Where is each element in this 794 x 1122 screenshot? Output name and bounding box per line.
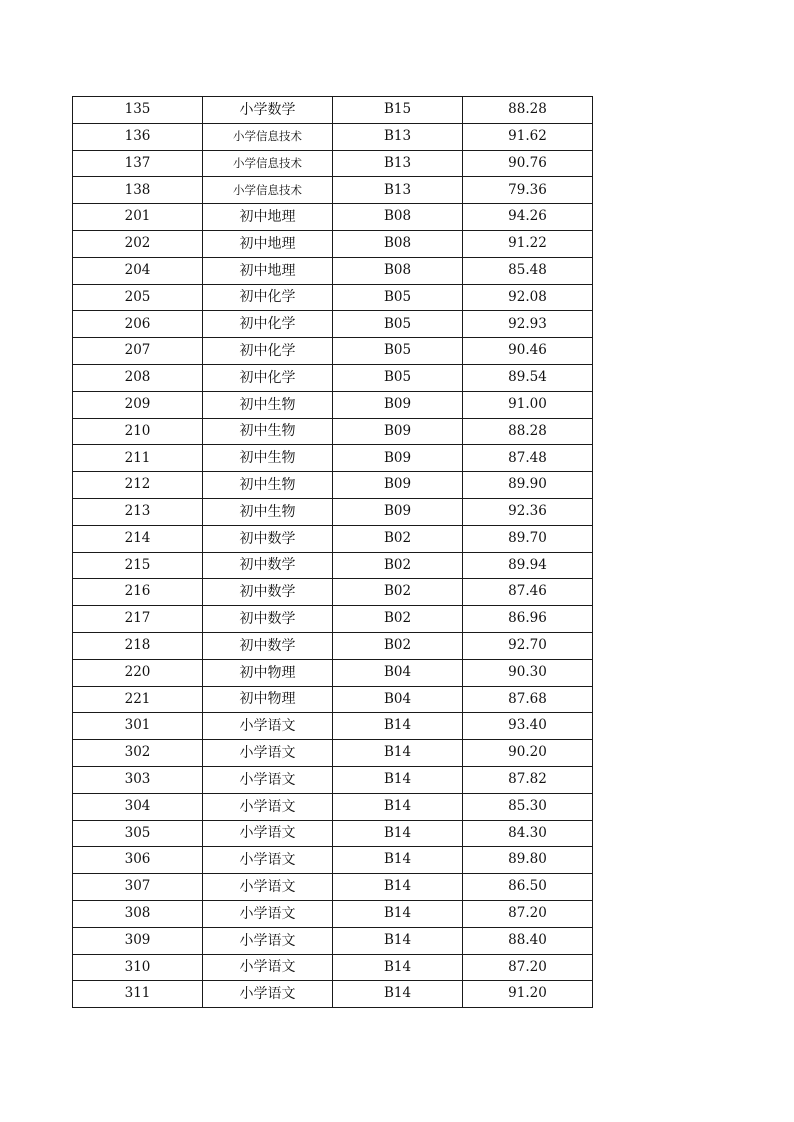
cell-score: 87.82	[463, 766, 593, 793]
cell-id: 309	[73, 927, 203, 954]
cell-id: 307	[73, 874, 203, 901]
cell-subject: 小学语文	[203, 713, 333, 740]
cell-subject: 小学语文	[203, 900, 333, 927]
table-row	[73, 284, 593, 311]
cell-score: 87.46	[463, 579, 593, 606]
cell-id: 215	[73, 552, 203, 579]
cell-code: B09	[333, 391, 463, 418]
table-row	[73, 150, 593, 177]
cell-code: B14	[333, 874, 463, 901]
table-row	[73, 900, 593, 927]
cell-id: 304	[73, 793, 203, 820]
cell-score: 85.30	[463, 793, 593, 820]
cell-score: 91.00	[463, 391, 593, 418]
cell-subject: 小学信息技术	[203, 177, 333, 204]
cell-score: 90.30	[463, 659, 593, 686]
cell-score: 91.62	[463, 123, 593, 150]
cell-subject: 初中数学	[203, 525, 333, 552]
cell-score: 90.20	[463, 740, 593, 767]
cell-code: B02	[333, 606, 463, 633]
cell-id: 208	[73, 364, 203, 391]
table-row	[73, 713, 593, 740]
cell-subject: 小学信息技术	[203, 123, 333, 150]
cell-subject: 初中化学	[203, 338, 333, 365]
score-table	[72, 96, 593, 1008]
cell-score: 89.80	[463, 847, 593, 874]
cell-score: 90.76	[463, 150, 593, 177]
cell-score: 87.20	[463, 900, 593, 927]
cell-score: 91.22	[463, 230, 593, 257]
cell-score: 92.08	[463, 284, 593, 311]
cell-subject: 初中数学	[203, 552, 333, 579]
table-row	[73, 606, 593, 633]
table-row	[73, 579, 593, 606]
cell-subject: 小学语文	[203, 793, 333, 820]
cell-subject: 小学语文	[203, 766, 333, 793]
cell-subject: 初中生物	[203, 472, 333, 499]
cell-score: 92.70	[463, 632, 593, 659]
table-row	[73, 686, 593, 713]
cell-id: 218	[73, 632, 203, 659]
cell-code: B14	[333, 900, 463, 927]
cell-code: B08	[333, 257, 463, 284]
cell-id: 220	[73, 659, 203, 686]
table-row	[73, 525, 593, 552]
cell-subject: 初中化学	[203, 311, 333, 338]
cell-score: 86.50	[463, 874, 593, 901]
cell-subject: 小学语文	[203, 874, 333, 901]
cell-score: 92.93	[463, 311, 593, 338]
cell-code: B04	[333, 686, 463, 713]
cell-id: 217	[73, 606, 203, 633]
cell-id: 136	[73, 123, 203, 150]
cell-score: 87.48	[463, 445, 593, 472]
cell-subject: 小学语文	[203, 820, 333, 847]
cell-code: B02	[333, 579, 463, 606]
cell-subject: 初中数学	[203, 632, 333, 659]
cell-code: B02	[333, 632, 463, 659]
cell-code: B14	[333, 954, 463, 981]
cell-subject: 小学信息技术	[203, 150, 333, 177]
table-row	[73, 847, 593, 874]
cell-code: B05	[333, 284, 463, 311]
cell-code: B14	[333, 766, 463, 793]
cell-code: B05	[333, 338, 463, 365]
cell-code: B08	[333, 230, 463, 257]
cell-code: B13	[333, 123, 463, 150]
table-row	[73, 230, 593, 257]
cell-score: 88.28	[463, 97, 593, 124]
cell-score: 85.48	[463, 257, 593, 284]
table-row	[73, 364, 593, 391]
cell-subject: 初中数学	[203, 579, 333, 606]
table-row	[73, 445, 593, 472]
cell-subject: 初中数学	[203, 606, 333, 633]
cell-score: 89.54	[463, 364, 593, 391]
cell-code: B13	[333, 177, 463, 204]
cell-code: B14	[333, 981, 463, 1008]
cell-code: B14	[333, 820, 463, 847]
cell-id: 210	[73, 418, 203, 445]
cell-id: 308	[73, 900, 203, 927]
table-row	[73, 123, 593, 150]
table-row	[73, 311, 593, 338]
table-body	[73, 97, 593, 1008]
cell-subject: 小学语文	[203, 847, 333, 874]
table-row	[73, 498, 593, 525]
cell-subject: 初中地理	[203, 257, 333, 284]
cell-subject: 初中物理	[203, 686, 333, 713]
cell-subject: 小学语文	[203, 927, 333, 954]
cell-subject: 小学语文	[203, 740, 333, 767]
cell-id: 202	[73, 230, 203, 257]
cell-id: 135	[73, 97, 203, 124]
cell-subject: 初中生物	[203, 391, 333, 418]
cell-score: 93.40	[463, 713, 593, 740]
cell-code: B09	[333, 445, 463, 472]
cell-subject: 初中生物	[203, 445, 333, 472]
cell-code: B09	[333, 472, 463, 499]
cell-subject: 初中化学	[203, 284, 333, 311]
table-row	[73, 927, 593, 954]
cell-id: 212	[73, 472, 203, 499]
cell-score: 79.36	[463, 177, 593, 204]
cell-score: 92.36	[463, 498, 593, 525]
cell-subject: 小学语文	[203, 981, 333, 1008]
cell-code: B02	[333, 525, 463, 552]
cell-score: 88.28	[463, 418, 593, 445]
table-row	[73, 766, 593, 793]
cell-code: B02	[333, 552, 463, 579]
cell-id: 311	[73, 981, 203, 1008]
cell-subject: 初中生物	[203, 498, 333, 525]
cell-code: B14	[333, 740, 463, 767]
cell-subject: 初中地理	[203, 230, 333, 257]
table-row	[73, 418, 593, 445]
table-row	[73, 981, 593, 1008]
cell-score: 89.94	[463, 552, 593, 579]
table-row	[73, 97, 593, 124]
table-row	[73, 793, 593, 820]
cell-code: B13	[333, 150, 463, 177]
cell-id: 310	[73, 954, 203, 981]
cell-id: 305	[73, 820, 203, 847]
cell-code: B14	[333, 927, 463, 954]
cell-score: 89.70	[463, 525, 593, 552]
cell-score: 84.30	[463, 820, 593, 847]
cell-subject: 小学语文	[203, 954, 333, 981]
cell-id: 201	[73, 204, 203, 231]
table-row	[73, 177, 593, 204]
cell-score: 90.46	[463, 338, 593, 365]
table-row	[73, 552, 593, 579]
cell-id: 306	[73, 847, 203, 874]
cell-id: 214	[73, 525, 203, 552]
cell-subject: 初中地理	[203, 204, 333, 231]
cell-id: 204	[73, 257, 203, 284]
cell-subject: 初中物理	[203, 659, 333, 686]
cell-score: 89.90	[463, 472, 593, 499]
cell-id: 301	[73, 713, 203, 740]
cell-id: 303	[73, 766, 203, 793]
table-row	[73, 391, 593, 418]
cell-code: B04	[333, 659, 463, 686]
table-row	[73, 820, 593, 847]
cell-subject: 小学数学	[203, 97, 333, 124]
table-row	[73, 257, 593, 284]
cell-code: B14	[333, 847, 463, 874]
table-row	[73, 954, 593, 981]
cell-code: B09	[333, 498, 463, 525]
cell-code: B05	[333, 311, 463, 338]
cell-id: 206	[73, 311, 203, 338]
cell-score: 87.68	[463, 686, 593, 713]
cell-score: 88.40	[463, 927, 593, 954]
cell-score: 86.96	[463, 606, 593, 633]
cell-code: B08	[333, 204, 463, 231]
table-row	[73, 659, 593, 686]
cell-code: B14	[333, 713, 463, 740]
cell-score: 87.20	[463, 954, 593, 981]
table-row	[73, 740, 593, 767]
table-row	[73, 472, 593, 499]
cell-score: 91.20	[463, 981, 593, 1008]
cell-id: 209	[73, 391, 203, 418]
cell-code: B15	[333, 97, 463, 124]
cell-subject: 初中生物	[203, 418, 333, 445]
cell-id: 216	[73, 579, 203, 606]
table-row	[73, 874, 593, 901]
cell-id: 207	[73, 338, 203, 365]
cell-code: B05	[333, 364, 463, 391]
cell-code: B09	[333, 418, 463, 445]
cell-id: 213	[73, 498, 203, 525]
cell-id: 211	[73, 445, 203, 472]
table-row	[73, 204, 593, 231]
cell-subject: 初中化学	[203, 364, 333, 391]
table-row	[73, 632, 593, 659]
cell-score: 94.26	[463, 204, 593, 231]
cell-id: 221	[73, 686, 203, 713]
cell-id: 302	[73, 740, 203, 767]
cell-id: 205	[73, 284, 203, 311]
cell-code: B14	[333, 793, 463, 820]
cell-id: 137	[73, 150, 203, 177]
cell-id: 138	[73, 177, 203, 204]
table-row	[73, 338, 593, 365]
